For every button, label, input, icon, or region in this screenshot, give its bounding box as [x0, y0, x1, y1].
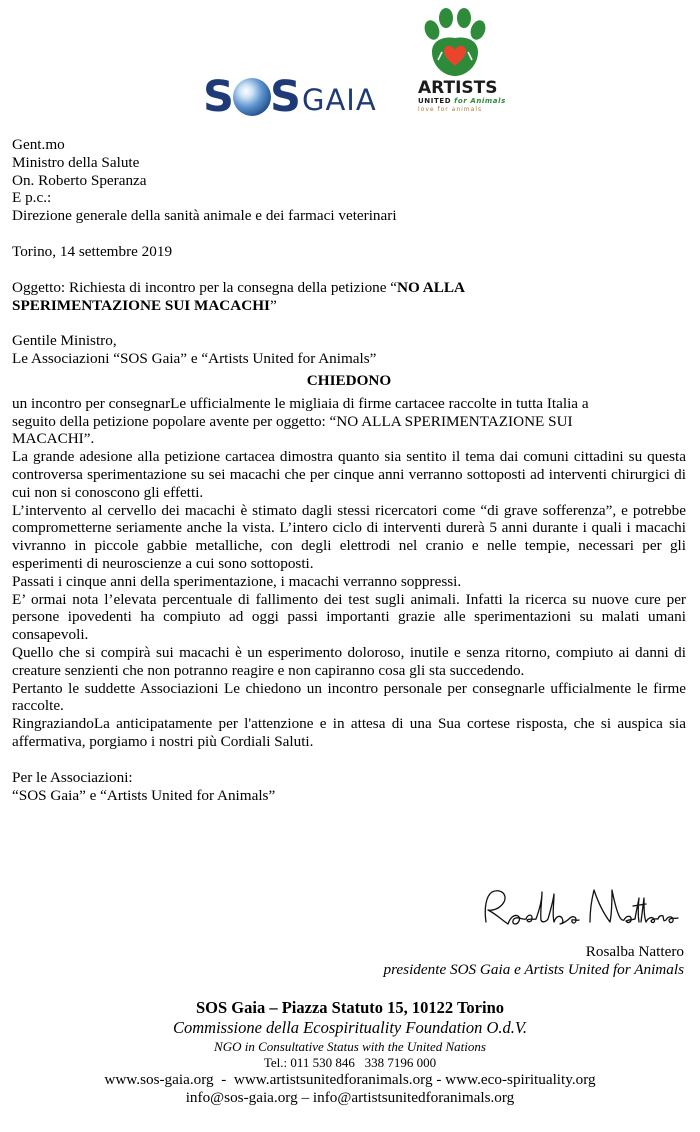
sos-gaia-logo-s1: S — [203, 72, 233, 122]
subject-bold-1: NO ALLA — [397, 278, 465, 296]
paragraph-line: MACACHI”. — [12, 430, 95, 448]
greeting-line: Gentile Ministro, — [12, 332, 117, 350]
paragraph-line: un incontro per consegnarLe ufficialmente le migliaia di firme cartacee raccolte in tutta Italia a — [12, 394, 589, 412]
paw-hands-icon — [418, 8, 492, 80]
greeting-associations: Le Associazioni “SOS Gaia” e “Artists United for Animals” — [12, 350, 377, 368]
footer-phone: Tel.: 011 530 846 338 7196 000 — [263, 1055, 437, 1070]
closing-line: Per le Associazioni: — [12, 768, 133, 786]
paragraph: Quello che si compirà sui macachi è un esperimento doloroso, inutile e senza ritorno, compiuto ai danni di creature senzienti che non potranno reagire e non capiranno cosa gli sta succedendo. — [12, 643, 686, 679]
recipient-line: E p.c.: — [12, 189, 52, 207]
sos-gaia-logo-s2: S — [270, 72, 300, 122]
artists-logo-for-animals: for Animals — [454, 97, 506, 105]
footer-emails: info@sos-gaia.org – info@artistsunitedforanimals.org — [185, 1089, 515, 1106]
subject-block — [12, 279, 686, 315]
paragraph-line: seguito della petizione popolare avente per oggetto: “NO ALLA SPERIMENTAZIONE SUI — [12, 412, 573, 430]
recipient-line: Gent.mo — [12, 136, 65, 153]
paragraph: Passati i cinque anni della sperimentazione, i macachi verranno soppressi. — [12, 572, 462, 590]
paragraph: E’ ormai nota l’elevata percentuale di fallimento dei test sugli animali. Infatti la ricerca su nuove cure per persone ipovedenti ha compiuto ad oggi passi importanti grazie alle sperimentazioni su malati umani consapevoli. — [12, 590, 686, 644]
letterhead-logos — [0, 8, 700, 122]
footer-commission: Commissione della Ecospirituality Foundation O.d.V. — [173, 1018, 527, 1037]
recipient-line: Direzione generale della sanità animale e dei farmaci veterinari — [12, 207, 397, 225]
subject-bold-2: SPERIMENTAZIONE SUI MACACHI — [12, 296, 270, 314]
recipient-line: On. Roberto Speranza — [12, 171, 147, 189]
artists-logo-tagline: love for animals — [418, 106, 483, 113]
recipient-block — [12, 136, 686, 225]
footer-websites: www.sos-gaia.org - www.artistsunitedforanimals.org - www.eco-spirituality.org — [104, 1071, 596, 1088]
artists-logo-name: ARTISTS — [418, 78, 498, 98]
paragraph: L’intervento al cervello dei macachi è stimato dagli stessi ricercatori come “di grave sofferenza”, e potrebbe comprometterne seriamente anche la vista. L’intero ciclo di interventi durerà 5 anni durante i quali i macachi vivranno in piccole gabbie metalliche, con degli elettrodi nel cranio e nelle tempie, necessari per gli esperimenti di neuroscienze a cui sono sottoposti. — [12, 501, 686, 572]
handwritten-signature — [478, 882, 688, 934]
artists-united-logo — [412, 8, 506, 118]
paragraph: Pertanto le suddette Associazioni Le chiedono un incontro personale per consegnarle ufficialmente le firme raccolte. — [12, 679, 686, 715]
signature-block — [383, 943, 684, 979]
paragraph: La grande adesione alla petizione cartacea dimostra quanto sia sentito il tema dai comuni cittadini su questa controversa sperimentazione su sei macachi che per cinque anni verranno sottoposti ad interventi chirurgici di cui non si conoscono gli effetti. — [12, 448, 686, 501]
date-line: Torino, 14 settembre 2019 — [12, 242, 173, 260]
paragraph-request — [12, 395, 686, 448]
earth-globe-icon — [233, 78, 271, 116]
footer-ngo-status: NGO in Consultative Status with the United Nations — [214, 1039, 486, 1054]
closing-associations: “SOS Gaia” e “Artists United for Animals” — [12, 786, 276, 804]
subject-prefix: Oggetto: Richiesta di incontro per la consegna della petizione “ — [12, 278, 398, 296]
recipient-line: Ministro della Salute — [12, 153, 140, 171]
sos-gaia-logo-gaia: GAIA — [302, 83, 377, 117]
artists-logo-united: UNITED — [418, 97, 452, 105]
sos-gaia-logo — [203, 70, 389, 122]
subject-suffix: ” — [269, 296, 277, 314]
artists-logo-subtitle — [418, 97, 506, 105]
footer-organization: SOS Gaia – Piazza Statuto 15, 10122 Torino — [195, 998, 505, 1017]
letter-footer — [0, 998, 700, 1107]
signer-name: Rosalba Nattero — [585, 943, 684, 960]
letter-body — [12, 136, 686, 804]
signer-role: presidente SOS Gaia e Artists United for Animals — [383, 961, 684, 978]
paragraph: RingraziandoLa anticipatamente per l'attenzione e in attesa di una Sua cortese risposta, che si auspica sia affermativa, porgiamo i nostri più Cordiali Saluti. — [12, 715, 686, 750]
letter-heading: CHIEDONO — [306, 371, 392, 389]
